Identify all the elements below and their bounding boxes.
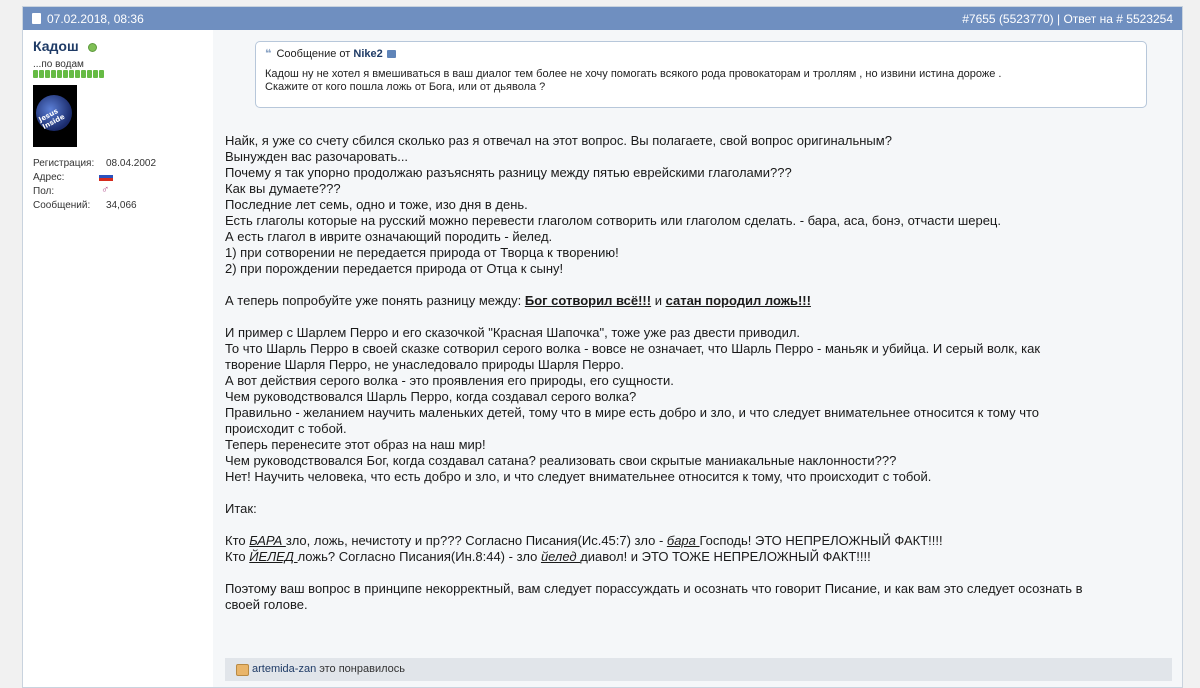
post-meta bbox=[962, 12, 1173, 26]
quote-icon: ❝ bbox=[265, 48, 272, 60]
message-body bbox=[225, 133, 1160, 613]
info-label: Сообщений: bbox=[33, 200, 91, 211]
reputation-segment bbox=[75, 70, 80, 78]
message-line: Теперь перенесите этот образ на наш мир! bbox=[225, 437, 486, 452]
message-line: И пример с Шарлем Перро и его сказочкой "Красная Шапочка", тоже уже раз двести приводил. bbox=[225, 325, 801, 340]
message-line bbox=[225, 533, 1160, 549]
document-icon bbox=[32, 13, 41, 24]
message-line: Есть глаголы которые на русский можно перевести глаголом сотворить или глаголом сделать. - бара, аса, бонэ, отчасти шерец. bbox=[225, 213, 1001, 228]
reply-to-link[interactable]: Ответ на # 5523254 bbox=[1063, 12, 1173, 26]
message-line: То что Шарль Перро в своей сказке сотворил серого волка - вовсе не означает, что Шарль Перро - маньяк и убийца. И серый волк, как bbox=[225, 341, 1041, 356]
message-line: Почему я так упорно продолжаю разъяснять разницу между пятью еврейскими глаголами??? bbox=[225, 165, 792, 180]
message-line: Как вы думаете??? bbox=[225, 181, 341, 196]
forum-post bbox=[22, 6, 1183, 688]
text-span: диавол! и ЭТО ТОЖЕ НЕПРЕЛОЖНЫЙ ФАКТ!!!! bbox=[580, 549, 871, 564]
quote-body bbox=[265, 68, 1135, 94]
likes-suffix: это понравилось bbox=[316, 663, 405, 675]
message-line: А вот действия серого волка - это проявления его природы, его сущности. bbox=[225, 373, 674, 388]
message-line: Чем руководствовался Шарль Перро, когда создавал серого волка? bbox=[225, 389, 637, 404]
text-span: Кто bbox=[225, 549, 250, 564]
info-label: Пол: bbox=[33, 186, 55, 197]
emphasis-text: Бог сотворил всё!!! bbox=[524, 293, 652, 308]
online-status-icon bbox=[88, 43, 97, 52]
post-header bbox=[23, 7, 1182, 30]
quote-block bbox=[255, 41, 1147, 108]
message-line: 1) при сотворении не передается природа от Творца к творению! bbox=[225, 245, 619, 260]
avatar-caption: Jesus Inside bbox=[37, 107, 67, 131]
message-line bbox=[225, 549, 1160, 565]
russia-flag-icon bbox=[99, 172, 113, 181]
message-line: Поэтому ваш вопрос в принципе некорректный, вам следует порассуждать и осознать что говорит Писание, и как вам это следует осознать в bbox=[225, 581, 1083, 596]
message-line bbox=[225, 293, 1160, 309]
reputation-segment bbox=[39, 70, 44, 78]
reputation-segment bbox=[99, 70, 104, 78]
info-label: Регистрация: bbox=[33, 158, 95, 169]
info-label: Адрес: bbox=[33, 172, 65, 183]
liker-link[interactable]: artemida-zan bbox=[252, 663, 317, 675]
message-line: Чем руководствовался Бог, когда создавал сатана? реализовать свои скрытые маниакальные наклонности??? bbox=[225, 453, 897, 468]
text-span: Кто bbox=[225, 533, 250, 548]
reputation-segment bbox=[51, 70, 56, 78]
text-span: А теперь попробуйте уже понять разницу между: bbox=[225, 293, 525, 308]
user-title: ...по водам bbox=[33, 59, 84, 70]
quote-prefix: Сообщение от bbox=[276, 48, 351, 60]
reputation-segment bbox=[45, 70, 50, 78]
message-line: Вынужден вас разочаровать... bbox=[225, 149, 409, 164]
hebrew-term: йелед bbox=[540, 549, 581, 564]
message-line: Последние лет семь, одно и тоже, изо дня в день. bbox=[225, 197, 528, 212]
reputation-segment bbox=[93, 70, 98, 78]
quote-line: Кадош ну не хотел я вмешиваться в ваш диалог тем более не хочу помогать всякого рода провокаторам и троллям , но извини истина дороже . bbox=[265, 68, 1002, 80]
male-icon: ♂ bbox=[101, 184, 110, 196]
reputation-segment bbox=[57, 70, 62, 78]
message-line: 2) при порождении передается природа от Отца к сыну! bbox=[225, 261, 564, 276]
reputation-bar bbox=[33, 70, 104, 78]
reputation-segment bbox=[69, 70, 74, 78]
meta-separator: | bbox=[1053, 12, 1064, 26]
quote-header bbox=[265, 47, 396, 60]
view-post-icon[interactable] bbox=[387, 50, 396, 58]
message-line: Правильно - желанием научить маленьких детей, тому что в мире есть добро и зло, и что следует внимательнее относится к тому что bbox=[225, 405, 1040, 420]
quote-author-link[interactable]: Nike2 bbox=[353, 48, 383, 60]
text-span: зло, ложь, нечистоту и пр??? Согласно Писания(Ис.45:7) зло - bbox=[285, 533, 667, 548]
post-date: 07.02.2018, 08:36 bbox=[47, 12, 144, 26]
message-line: Нет! Научить человека, что есть добро и зло, и что следует внимательнее относится к тому, что происходит с тобой. bbox=[225, 469, 932, 484]
reputation-segment bbox=[87, 70, 92, 78]
like-icon bbox=[236, 664, 249, 676]
quote-line: Скажите от кого пошла ложь от Бога, или от дьявола ? bbox=[265, 81, 546, 93]
hebrew-term: ЙЕЛЕД bbox=[249, 549, 298, 564]
message-line: своей голове. bbox=[225, 597, 308, 612]
message-line: Найк, я уже со счету сбился сколько раз я отвечал на этот вопрос. Вы полагаете, свой вопрос оригинальным? bbox=[225, 133, 892, 148]
likes-text bbox=[252, 663, 405, 675]
text-span: и bbox=[651, 293, 666, 308]
reputation-segment bbox=[81, 70, 86, 78]
message-line: Итак: bbox=[225, 501, 257, 516]
reputation-segment bbox=[63, 70, 68, 78]
message-line: происходит с тобой. bbox=[225, 421, 347, 436]
text-span: ложь? Согласно Писания(Ин.8:44) - зло bbox=[297, 549, 541, 564]
text-span: Господь! ЭТО НЕПРЕЛОЖНЫЙ ФАКТ!!!! bbox=[699, 533, 943, 548]
username-link[interactable]: Кадош bbox=[33, 38, 79, 54]
info-value: 08.04.2002 bbox=[106, 158, 157, 169]
reputation-segment bbox=[33, 70, 38, 78]
hebrew-term: бара bbox=[666, 533, 700, 548]
message-line: творение Шарля Перро, не унаследовало природы Шарля Перро. bbox=[225, 357, 624, 372]
user-sidebar bbox=[23, 30, 213, 687]
message-line: А есть глагол в иврите означающий породить - йелед. bbox=[225, 229, 553, 244]
info-value: 34,066 bbox=[106, 200, 137, 211]
likes-bar bbox=[225, 658, 1172, 681]
hebrew-term: БАРА bbox=[249, 533, 286, 548]
post-number-link[interactable]: #7655 (5523770) bbox=[962, 12, 1054, 26]
avatar[interactable] bbox=[33, 85, 77, 147]
emphasis-text: сатан породил ложь!!! bbox=[665, 293, 811, 308]
post-content bbox=[213, 30, 1182, 687]
